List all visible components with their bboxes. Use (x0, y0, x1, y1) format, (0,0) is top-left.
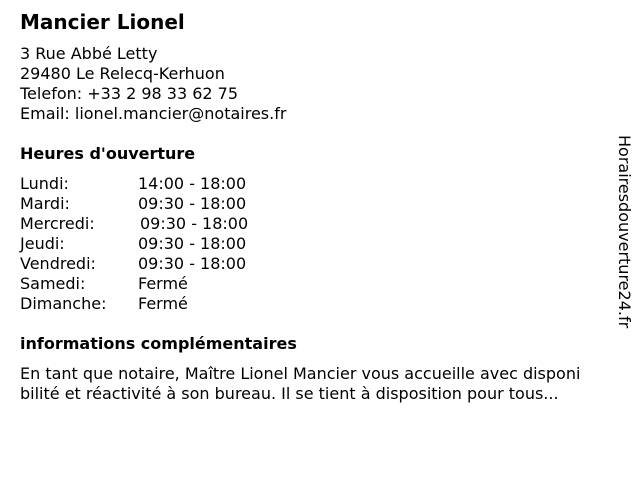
time-value: 09:30 - 18:00 (138, 254, 247, 273)
day-label: Mardi: (20, 194, 70, 213)
contact-block (20, 44, 286, 124)
email-text: Email: lionel.mancier@notaires.fr (20, 104, 287, 123)
time-value: 09:30 - 18:00 (138, 234, 247, 253)
site-watermark: Horairesdouverture24.fr (615, 135, 634, 329)
day-label: Vendredi: (20, 254, 96, 273)
time-value: Fermé (138, 274, 188, 293)
day-label: Dimanche: (20, 294, 107, 313)
day-label: Samedi: (20, 274, 86, 293)
city-address: 29480 Le Relecq-Kerhuon (20, 64, 225, 83)
info-description (20, 364, 620, 404)
info-line: En tant que notaire, Maître Lionel Mancier vous accueille avec disponi (20, 364, 581, 383)
time-value: 09:30 - 18:00 (138, 194, 247, 213)
street-address: 3 Rue Abbé Letty (20, 44, 158, 63)
time-value: Fermé (138, 294, 188, 313)
phone-text: Telefon: +33 2 98 33 62 75 (20, 84, 239, 103)
page-title: Mancier Lionel (20, 10, 185, 34)
day-label: Lundi: (20, 174, 69, 193)
hours-heading: Heures d'ouverture (20, 144, 196, 163)
day-label: Mercredi: (20, 214, 95, 233)
info-heading: informations complémentaires (20, 334, 297, 353)
time-value: 09:30 - 18:00 (140, 214, 249, 233)
day-label: Jeudi: (20, 234, 65, 253)
time-value: 14:00 - 18:00 (138, 174, 247, 193)
info-line: bilité et réactivité à son bureau. Il se tient à disposition pour tous... (20, 384, 559, 403)
